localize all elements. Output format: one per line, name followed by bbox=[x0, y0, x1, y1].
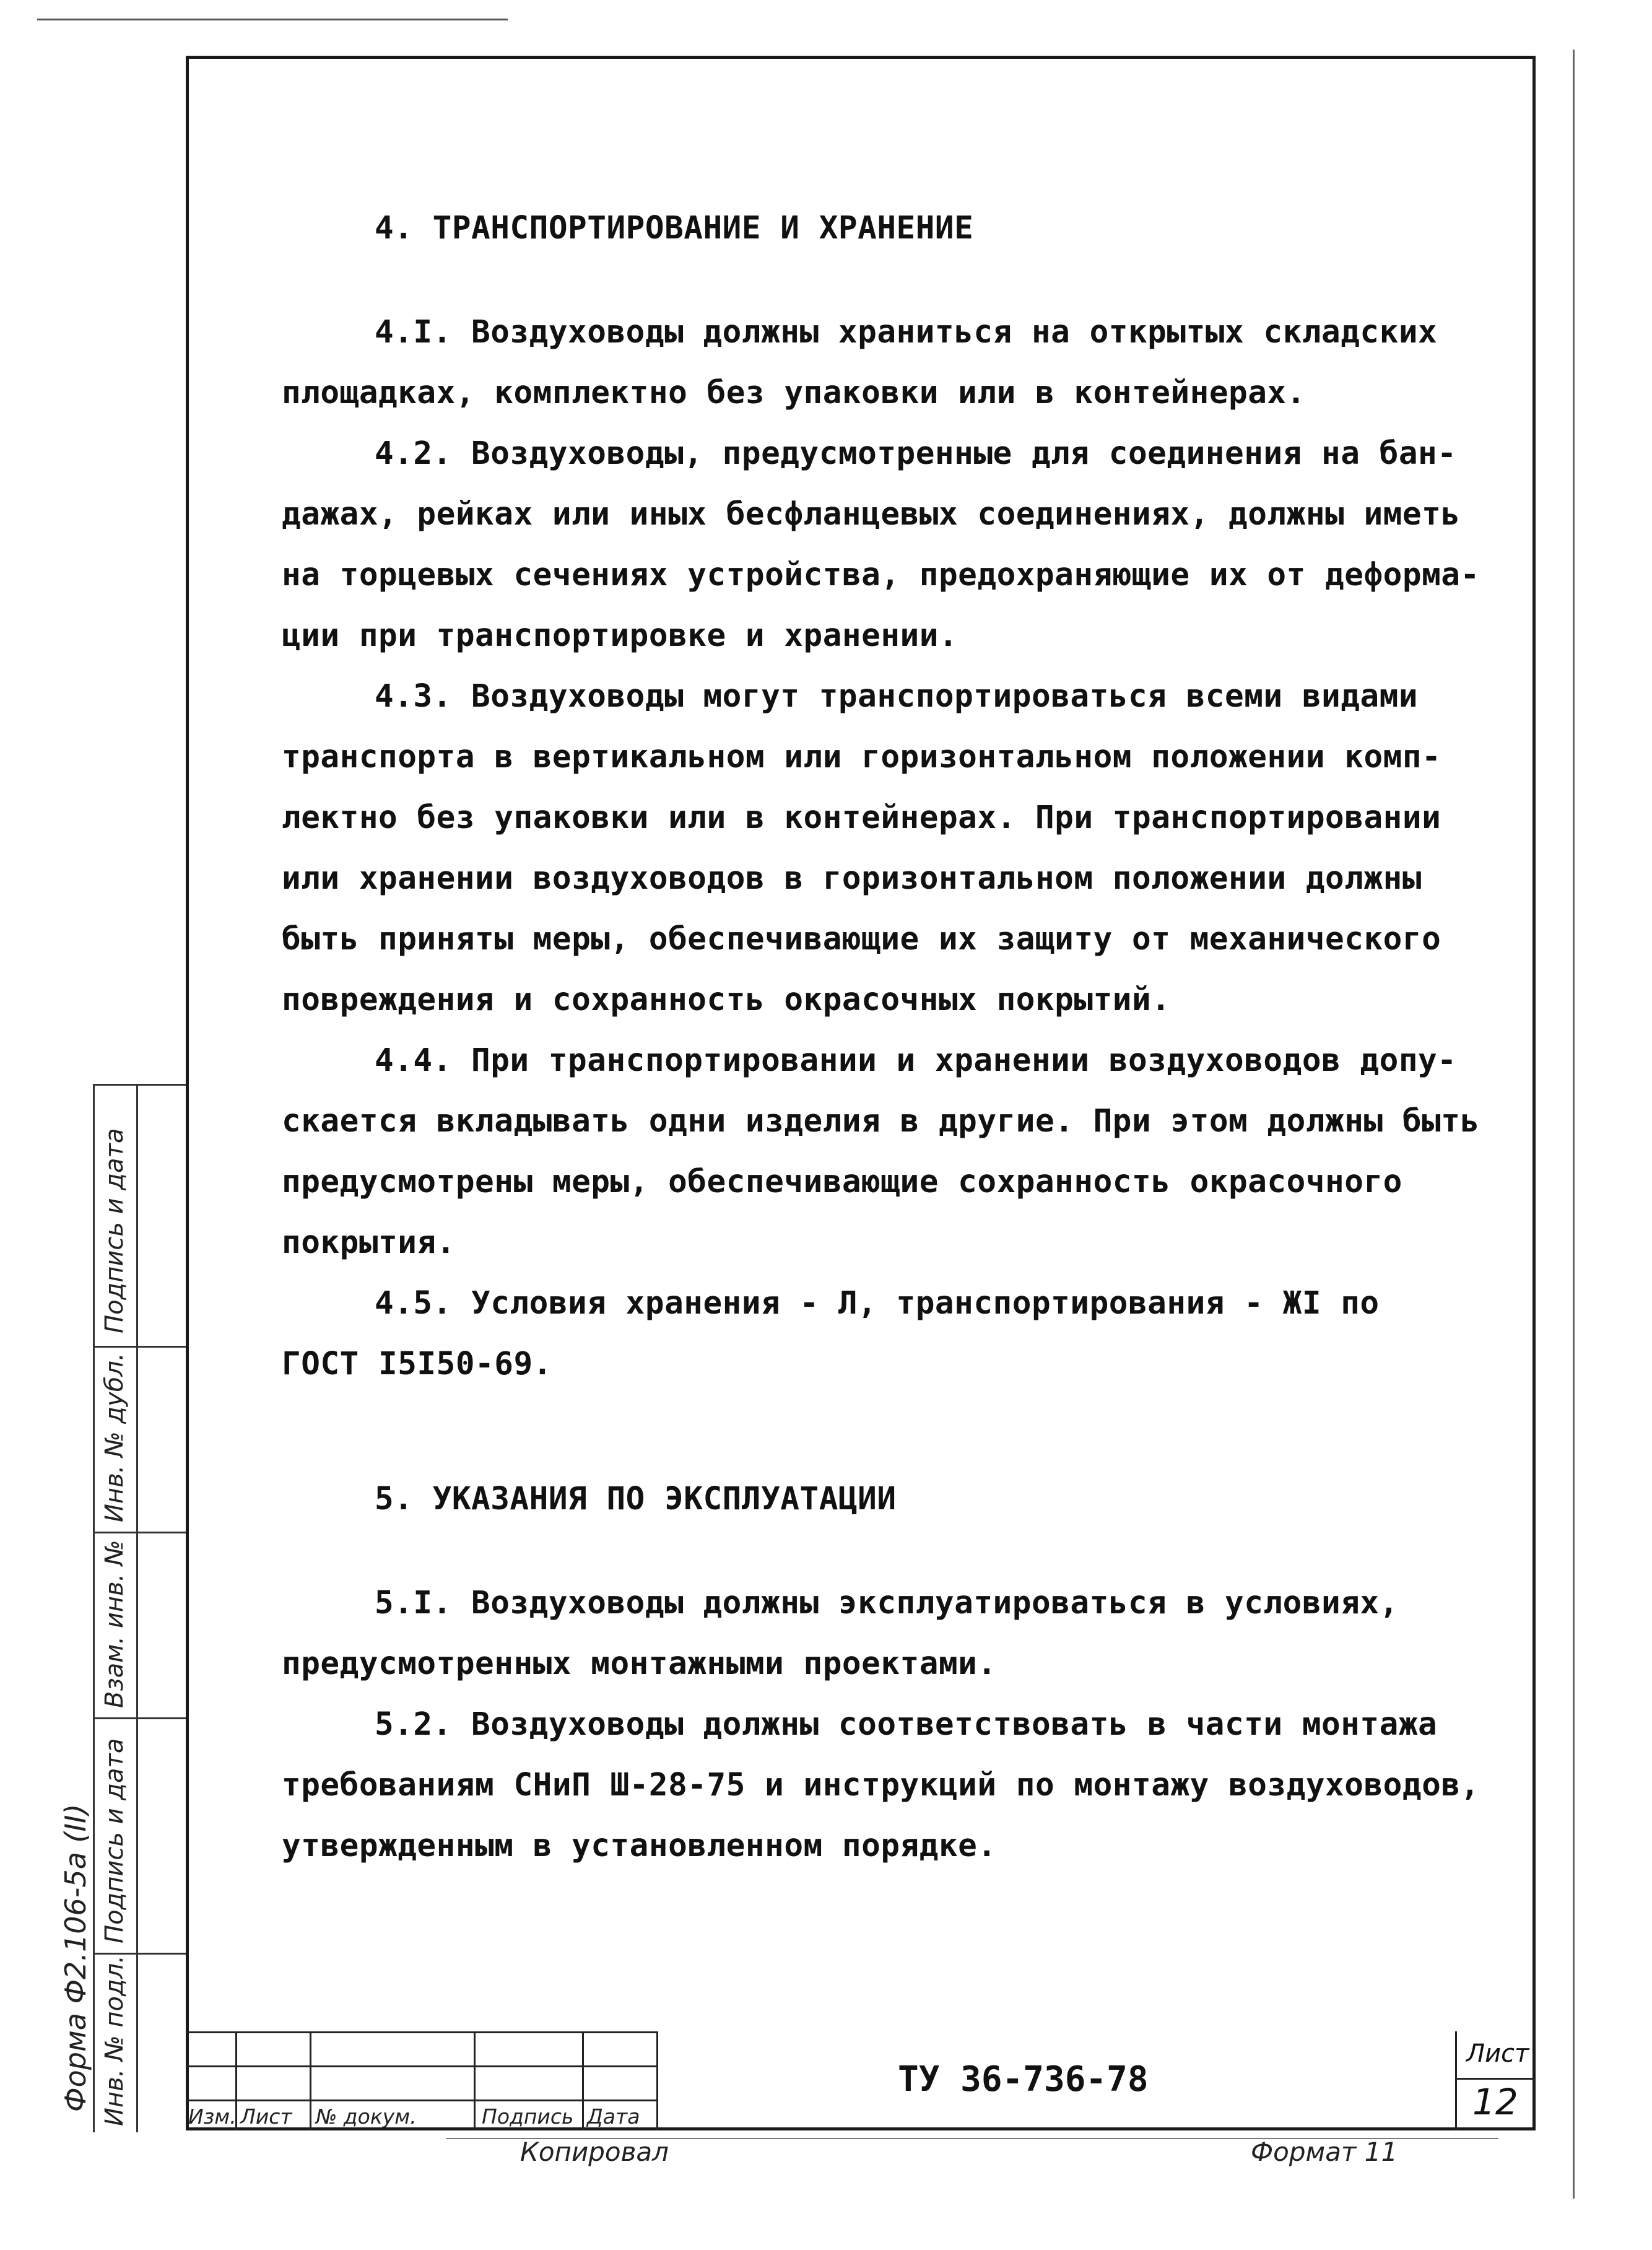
stamp-col-signature: Подпись bbox=[482, 2104, 574, 2129]
stamp-col-change: Изм. bbox=[188, 2104, 237, 2129]
side-divider bbox=[93, 1346, 186, 1348]
p44-line3: предусмотрены меры, обеспечивающие сохранность окрасочного bbox=[282, 1164, 1402, 1200]
footer-copied: Копировал bbox=[520, 2137, 669, 2167]
p52-line1: 5.2. Воздуховоды должны соответствовать в части монтажа bbox=[375, 1706, 1438, 1743]
p42-line4: ции при транспортировке и хранении. bbox=[282, 617, 959, 654]
sheet-number: 12 bbox=[1472, 2081, 1518, 2123]
p43-line1: 4.3. Воздуховоды могут транспортироваться всеми видами bbox=[375, 678, 1419, 715]
stamp-col-rule bbox=[582, 2031, 584, 2130]
p45-line1: 4.5. Условия хранения - Л, транспортирования - ЖI по bbox=[375, 1285, 1380, 1322]
p42-line2: дажах, рейках или иных бесфланцевых соединениях, должны иметь bbox=[282, 496, 1461, 533]
top-edge-rule bbox=[37, 19, 508, 20]
title-block bbox=[186, 2031, 1536, 2130]
sheet-label: Лист bbox=[1466, 2039, 1529, 2068]
p44-line4: покрытия. bbox=[282, 1224, 456, 1261]
p43-line6: повреждения и сохранность окрасочных покрытий. bbox=[282, 982, 1171, 1018]
p45-line2: ГОСТ I5I50-69. bbox=[282, 1346, 552, 1382]
p43-line3: лектно без упаковки или в контейнерах. При транспортировании bbox=[282, 800, 1441, 836]
side-label-dup-inv: Инв. № дубл. bbox=[100, 1353, 129, 1522]
side-label-sign-date-2: Подпись и дата bbox=[100, 1738, 129, 1943]
stamp-rule bbox=[186, 2100, 656, 2101]
p41-line1: 4.I. Воздуховоды должны храниться на открытых складских bbox=[375, 314, 1438, 351]
document-number: ТУ 36-736-78 bbox=[898, 2059, 1149, 2100]
stamp-col-rule bbox=[310, 2031, 311, 2130]
p44-line1: 4.4. При транспортировании и хранении воздуховодов допу- bbox=[375, 1042, 1457, 1079]
side-label-orig-inv: Инв. № подл. bbox=[100, 1955, 129, 2126]
side-divider bbox=[93, 1953, 186, 1955]
form-designation: Форма Ф2.106-5а (II) bbox=[59, 1803, 92, 2112]
stamp-col-rule bbox=[1455, 2031, 1457, 2130]
p42-line3: на торцевых сечениях устройства, предохраняющие их от деформа- bbox=[282, 557, 1480, 593]
p51-line1: 5.I. Воздуховоды должны эксплуатироваться в условиях, bbox=[375, 1585, 1399, 1621]
right-edge-rule bbox=[1573, 50, 1575, 2199]
section-4-heading: 4. ТРАНСПОРТИРОВАНИЕ И ХРАНЕНИЕ bbox=[375, 210, 974, 246]
p42-line1: 4.2. Воздуховоды, предусмотренные для соединения на бан- bbox=[375, 435, 1457, 472]
p52-line3: утвержденным в установленном порядке. bbox=[282, 1828, 997, 1864]
p51-line2: предусмотренных монтажными проектами. bbox=[282, 1646, 997, 1682]
p52-line2: требованиям СНиП Ш-28-75 и инструкций по монтажу воздуховодов, bbox=[282, 1767, 1480, 1803]
p43-line5: быть приняты меры, обеспечивающие их защиту от механического bbox=[282, 921, 1441, 957]
p43-line2: транспорта в вертикальном или горизонтальном положении комп- bbox=[282, 739, 1441, 775]
side-label-sign-date-1: Подпись и дата bbox=[100, 1128, 129, 1333]
p43-line4: или хранении воздуховодов в горизонтальном положении должны bbox=[282, 860, 1422, 897]
p41-line2: площадках, комплектно без упаковки или в контейнерах. bbox=[282, 375, 1306, 411]
side-divider bbox=[93, 1532, 186, 1533]
stamp-col-rule bbox=[474, 2031, 476, 2130]
stamp-rule bbox=[1455, 2078, 1536, 2080]
p44-line2: скается вкладывать одни изделия в другие. При этом должны быть bbox=[282, 1103, 1480, 1140]
stamp-col-sheet: Лист bbox=[240, 2104, 292, 2129]
document-body bbox=[282, 198, 1489, 1877]
footer-format: Формат 11 bbox=[1251, 2137, 1398, 2167]
side-label-replace-inv: Взам. инв. № bbox=[100, 1540, 129, 1708]
side-divider bbox=[93, 1717, 186, 1719]
stamp-col-date: Дата bbox=[587, 2104, 640, 2129]
stamp-col-docno: № докум. bbox=[316, 2104, 417, 2129]
stamp-rule bbox=[186, 2065, 656, 2067]
side-margin-strip bbox=[93, 1084, 186, 2132]
stamp-rule bbox=[186, 2031, 656, 2033]
section-5-heading: 5. УКАЗАНИЯ ПО ЭКСПЛУАТАЦИИ bbox=[375, 1481, 897, 1517]
stamp-col-rule bbox=[656, 2031, 658, 2130]
